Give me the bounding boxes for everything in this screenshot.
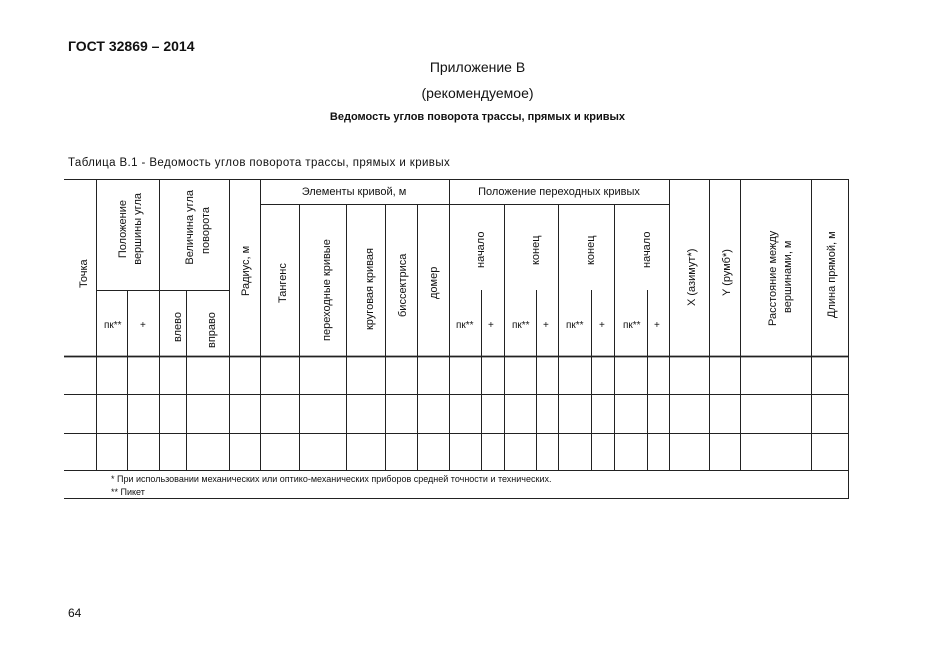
header-radius: Радиус, м — [240, 245, 252, 296]
page-number: 64 — [68, 606, 82, 620]
header-straight-length: Длина прямой, м — [826, 231, 838, 318]
pk-label: пк** — [512, 320, 530, 331]
header-x-azimuth: X (азимут*) — [686, 248, 698, 306]
appendix-title: Приложение В — [429, 59, 526, 75]
pk-label: пк** — [456, 320, 474, 331]
header-curve-elements: Элементы кривой, м — [301, 186, 407, 198]
header-angle-value-1: Величина угла — [184, 190, 196, 265]
header-distance-1: Расстояние между — [767, 230, 779, 326]
standard-number: ГОСТ 32869 – 2014 — [68, 38, 195, 54]
appendix-subtitle: Ведомость углов поворота трассы, прямых и кривых — [329, 111, 626, 123]
header-transition-curves: переходные кривые — [321, 239, 333, 341]
plus-label: + — [140, 320, 146, 331]
header-point: Точка — [78, 259, 90, 288]
header-start: начало — [475, 231, 487, 268]
plus-label: + — [654, 320, 660, 331]
pk-label: пк** — [104, 320, 122, 331]
footnote-1: * При использовании механических или оптико-механических приборов средней точности и технических. — [111, 474, 552, 484]
plus-label: + — [543, 320, 549, 331]
appendix-type: (рекомендуемое) — [421, 85, 534, 101]
header-end: конец — [585, 235, 597, 265]
pk-label: пк** — [566, 320, 584, 331]
header-tangent: Тангенс — [277, 263, 289, 303]
header-end: конец — [530, 235, 542, 265]
footnote-2: ** Пикет — [111, 487, 145, 497]
plus-label: + — [488, 320, 494, 331]
header-vertex-position-2: вершины угла — [132, 193, 144, 265]
pk-label: пк** — [623, 320, 641, 331]
header-circular-curve: круговая кривая — [364, 248, 376, 330]
header-y-rhumb: Y (румб*) — [721, 249, 733, 296]
header-vertex-position-1: Положение — [117, 200, 129, 259]
header-right: вправо — [206, 312, 218, 348]
table-caption: Таблица В.1 - Ведомость углов поворота трассы, прямых и кривых — [68, 157, 451, 169]
plus-label: + — [599, 320, 605, 331]
header-start: начало — [641, 231, 653, 268]
header-transition-position: Положение переходных кривых — [478, 186, 640, 198]
header-left: влево — [172, 312, 184, 342]
header-domer: домер — [428, 266, 440, 299]
header-distance-2: вершинами, м — [782, 240, 794, 313]
header-bisector: биссектриса — [397, 253, 409, 317]
header-angle-value-2: поворота — [200, 207, 212, 254]
